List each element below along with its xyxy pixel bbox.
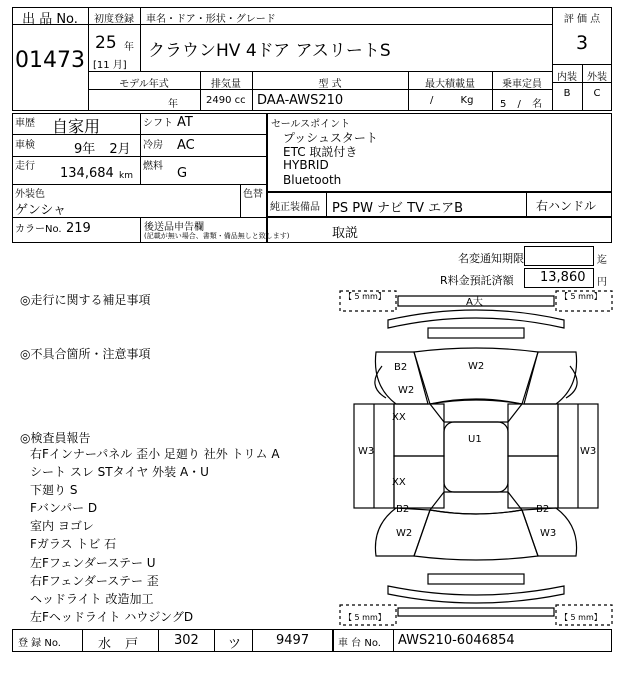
sales-point: Bluetooth bbox=[283, 173, 342, 187]
reg-kana: ツ bbox=[228, 637, 242, 652]
after-block bbox=[267, 217, 612, 243]
mark-w3-rr: W3 bbox=[540, 528, 557, 539]
report-line: シート スレ STタイヤ 外装 A・U bbox=[30, 465, 209, 479]
tire-mark-fl: 【 5 mm】 bbox=[344, 292, 386, 301]
sales-label: セールスポイント bbox=[271, 119, 351, 130]
inspection: 9年 2月 bbox=[74, 142, 131, 157]
reg-label: 登 録 No. bbox=[18, 638, 61, 649]
ac-label: 冷房 bbox=[143, 140, 163, 151]
reg-area: 水 戸 bbox=[98, 637, 139, 652]
chassis-number: AWS210-6046854 bbox=[398, 633, 515, 648]
tire-mark-fr: 【 5 mm】 bbox=[560, 292, 602, 301]
mark-b2-rr: B2 bbox=[536, 504, 550, 515]
report-line: 右Fインナーパネル 歪小 足廻り 社外 トリム A bbox=[30, 447, 280, 461]
ac: AC bbox=[177, 138, 195, 153]
mark-b2-lf: B2 bbox=[394, 362, 408, 373]
reg-year-unit: 年 bbox=[124, 42, 134, 53]
report-line: Fバンパー D bbox=[30, 501, 98, 515]
mark-u1: U1 bbox=[468, 434, 482, 445]
max-load: / Kg bbox=[430, 95, 474, 106]
recycle-unit: 円 bbox=[597, 277, 607, 288]
trunk bbox=[414, 510, 538, 560]
exterior-label: 外装 bbox=[587, 72, 607, 83]
report-line: 右Fフェンダーステー 歪 bbox=[30, 574, 159, 588]
fuel: G bbox=[177, 166, 188, 181]
grade-label: 評 価 点 bbox=[563, 14, 601, 25]
first-reg-label: 初度登録 bbox=[94, 14, 134, 25]
rear-lip bbox=[388, 586, 564, 603]
front-lip bbox=[388, 310, 564, 328]
mark-w2-lf: W2 bbox=[398, 385, 415, 396]
mark-w2-hood: W2 bbox=[468, 361, 485, 372]
lot-label: 出 品 No. bbox=[22, 12, 78, 27]
shift: AT bbox=[177, 115, 193, 130]
roof bbox=[444, 422, 508, 492]
reg-number: 9497 bbox=[276, 633, 310, 648]
mark-w3-left: W3 bbox=[358, 446, 375, 457]
capacity: 5 / 名 bbox=[500, 99, 543, 110]
reg-class: 302 bbox=[174, 633, 199, 648]
history-label: 車歴 bbox=[15, 118, 35, 129]
sales-point: HYBRID bbox=[283, 158, 329, 172]
color-change-label: 色替 bbox=[243, 189, 263, 200]
rear-bumper bbox=[398, 608, 554, 616]
grille bbox=[428, 328, 524, 338]
exterior-grade: C bbox=[593, 88, 601, 99]
report-line: 左Fヘッドライト ハウジングD bbox=[30, 610, 194, 624]
max-load-label: 最大積載量 bbox=[425, 79, 475, 90]
capacity-label: 乗車定員 bbox=[502, 79, 542, 90]
car-name: クラウンHV 4ドア アスリートS bbox=[148, 41, 391, 61]
defect-title: ◎不具合箇所・注意事項 bbox=[20, 347, 151, 361]
model-type: DAA-AWS210 bbox=[257, 93, 344, 108]
recycle-label: R料金預託済額 bbox=[440, 274, 514, 287]
mark-w3-right: W3 bbox=[580, 446, 597, 457]
name-change-label: 名変通知期限 bbox=[458, 252, 524, 265]
reg-month: [11 月] bbox=[93, 60, 127, 71]
mark-b2-lr: B2 bbox=[396, 504, 410, 515]
mark-xx-rear: XX bbox=[392, 477, 406, 488]
shift-label: シフト bbox=[143, 118, 173, 129]
color-label: 外装色 bbox=[15, 189, 45, 200]
name-change-unit: 迄 bbox=[597, 255, 607, 266]
mileage: 134,684 bbox=[60, 166, 114, 181]
sales-point: プッシュスタート bbox=[283, 131, 378, 145]
mark-xx-front: XX bbox=[392, 412, 406, 423]
inspector-title: ◎検査員報告 bbox=[20, 431, 91, 445]
interior-grade: B bbox=[563, 88, 571, 99]
mileage-label: 走行 bbox=[15, 161, 35, 172]
mileage-unit: km bbox=[119, 171, 133, 181]
lot-number: 01473 bbox=[15, 48, 85, 73]
displacement-label: 排気量 bbox=[211, 79, 241, 90]
report-line: 下廻り S bbox=[30, 483, 78, 497]
interior-label: 内装 bbox=[557, 72, 577, 83]
fuel-label: 燃料 bbox=[143, 161, 163, 172]
body-color: ゲンシャ bbox=[15, 203, 67, 218]
supplement-title: ◎走行に関する補足事項 bbox=[20, 293, 151, 307]
chassis-label: 車 台 No. bbox=[338, 638, 381, 649]
tire-mark-rr: 【 5 mm】 bbox=[560, 613, 602, 622]
color-no: 219 bbox=[66, 221, 91, 236]
tire-mark-rl: 【 5 mm】 bbox=[344, 613, 386, 622]
report-line: 室内 ヨゴレ bbox=[30, 519, 94, 533]
mark-w2-lr: W2 bbox=[396, 528, 413, 539]
displacement: 2490 cc bbox=[206, 95, 246, 106]
reg-year: 25 bbox=[95, 33, 117, 53]
recycle-fee: 13,860 bbox=[540, 270, 586, 285]
model-year-unit: 年 bbox=[168, 99, 178, 110]
grade-score: 3 bbox=[575, 32, 589, 54]
sales-point: ETC 取説付き bbox=[283, 145, 358, 159]
name-label: 車名・ドア・形状・グレード bbox=[146, 14, 276, 25]
type-label: 型 式 bbox=[318, 79, 342, 90]
after-value: 取説 bbox=[332, 226, 359, 241]
report-line: Fガラス トビ 石 bbox=[30, 537, 117, 551]
hood bbox=[414, 348, 538, 404]
handle-side: 右ハンドル bbox=[536, 199, 597, 213]
inspection-label: 車検 bbox=[15, 140, 35, 151]
rear-trim bbox=[428, 574, 524, 584]
model-year-label: モデル年式 bbox=[119, 79, 169, 90]
report-line: ヘッドライト 改造加工 bbox=[30, 592, 154, 606]
color-no-label: カラーNo. bbox=[15, 224, 62, 235]
name-change-box bbox=[524, 246, 594, 266]
history: 自家用 bbox=[52, 117, 101, 136]
equipment: PS PW ナビ TV エアB bbox=[332, 201, 464, 216]
car-damage-diagram bbox=[338, 286, 614, 628]
mark-a-large: A大 bbox=[466, 297, 483, 308]
after-label: 後送品申告欄 bbox=[144, 222, 204, 233]
equip-label: 純正装備品 bbox=[270, 202, 320, 213]
after-note: (記載が無い場合、書類・備品無しと致します) bbox=[144, 232, 290, 240]
report-line: 左Fフェンダーステー U bbox=[30, 556, 156, 570]
door-rr bbox=[508, 456, 558, 508]
